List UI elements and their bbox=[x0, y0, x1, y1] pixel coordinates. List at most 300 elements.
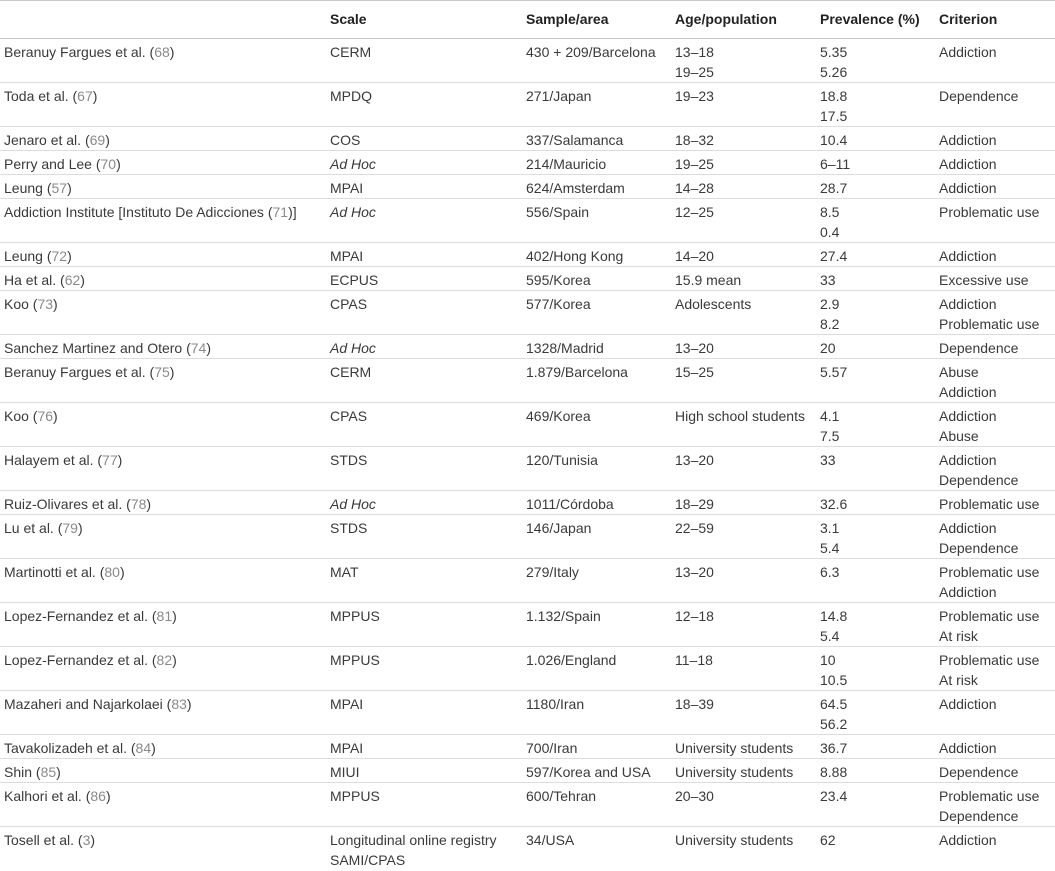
study-name: Toda et al. ( bbox=[4, 88, 78, 104]
prevalence-cell bbox=[816, 267, 935, 291]
criterion-value: Dependence bbox=[939, 88, 1019, 104]
criterion-cell bbox=[935, 447, 1055, 491]
age-value: University students bbox=[675, 832, 794, 848]
scale-value: MIUI bbox=[330, 764, 360, 780]
study-close: ) bbox=[105, 132, 110, 148]
study-close: )] bbox=[288, 204, 297, 220]
criterion-cell bbox=[935, 359, 1055, 403]
scale-value: MPAI bbox=[330, 180, 364, 196]
scale-value: MPAI bbox=[330, 740, 364, 756]
table-row bbox=[0, 151, 1055, 175]
criterion-cell bbox=[935, 39, 1055, 83]
criterion-cell bbox=[935, 647, 1055, 691]
criterion-cell bbox=[935, 759, 1055, 783]
scale-cell bbox=[326, 127, 522, 151]
criterion-value: Addiction bbox=[939, 44, 997, 60]
table-row bbox=[0, 783, 1055, 827]
age-cell bbox=[671, 783, 816, 827]
reference-link[interactable]: 79 bbox=[62, 520, 78, 536]
study-close: ) bbox=[116, 156, 121, 172]
prevalence-cell bbox=[816, 827, 935, 871]
study-name: Perry and Lee ( bbox=[4, 156, 101, 172]
scale-cell bbox=[326, 403, 522, 447]
header-study bbox=[0, 1, 326, 39]
prevalence-value: 64.5 bbox=[820, 696, 848, 712]
study-cell bbox=[0, 603, 326, 647]
scale-value-2: SAMI/CPAS bbox=[330, 852, 406, 868]
prevalence-cell bbox=[816, 243, 935, 267]
prevalence-value: 2.9 bbox=[820, 296, 840, 312]
prevalence-value: 7.5 bbox=[820, 428, 840, 444]
study-close: ) bbox=[169, 44, 175, 60]
prevalence-value: 14.8 bbox=[820, 608, 848, 624]
table-row bbox=[0, 267, 1055, 291]
sample-cell: 1.132/Spain bbox=[526, 608, 601, 624]
study-close: ) bbox=[90, 832, 96, 848]
scale-cell bbox=[326, 827, 522, 871]
reference-link[interactable]: 57 bbox=[51, 180, 68, 196]
criterion-cell bbox=[935, 199, 1055, 243]
study-close: ) bbox=[80, 272, 85, 288]
age-value: 12–25 bbox=[675, 204, 714, 220]
criterion-value: Dependence bbox=[939, 340, 1019, 356]
study-cell bbox=[0, 291, 326, 335]
scale-value: CERM bbox=[330, 364, 372, 380]
reference-link[interactable]: 76 bbox=[37, 408, 54, 424]
reference-link[interactable]: 72 bbox=[51, 248, 68, 264]
scale-value: STDS bbox=[330, 520, 368, 536]
study-cell bbox=[0, 335, 326, 359]
study-cell bbox=[0, 559, 326, 603]
prevalence-value: 10.4 bbox=[820, 132, 848, 148]
age-value: 18–29 bbox=[675, 496, 714, 512]
prevalence-value: 6.3 bbox=[820, 564, 840, 580]
sample-cell: 120/Tunisia bbox=[526, 452, 598, 468]
table-row bbox=[0, 175, 1055, 199]
age-value: 18–39 bbox=[675, 696, 714, 712]
sample-cell: 430 + 209/Barcelona bbox=[526, 44, 656, 60]
age-value: 15.9 mean bbox=[675, 272, 742, 288]
criterion-value: Addiction bbox=[939, 740, 997, 756]
prevalence-value: 20 bbox=[820, 340, 836, 356]
scale-value: MPAI bbox=[330, 248, 364, 264]
reference-link[interactable]: 86 bbox=[90, 788, 106, 804]
header-age: Age/population bbox=[671, 1, 816, 39]
age-cell bbox=[671, 735, 816, 759]
scale-value: Ad Hoc bbox=[330, 204, 376, 220]
criterion-value: Dependence bbox=[939, 808, 1019, 824]
scale-cell bbox=[326, 267, 522, 291]
age-value: 13–20 bbox=[675, 452, 714, 468]
prevalence-value: 5.4 bbox=[820, 628, 840, 644]
table-row bbox=[0, 335, 1055, 359]
prevalence-value: 0.4 bbox=[820, 224, 840, 240]
sample-cell: 146/Japan bbox=[526, 520, 592, 536]
study-name: Martinotti et al. ( bbox=[4, 564, 105, 580]
study-close: ) bbox=[77, 520, 83, 536]
criterion-value: Addiction bbox=[939, 696, 997, 712]
study-name: Leung ( bbox=[4, 180, 52, 196]
age-cell bbox=[671, 827, 816, 871]
study-name: Koo ( bbox=[4, 296, 38, 312]
prevalence-value: 5.57 bbox=[820, 364, 848, 380]
reference-link[interactable]: 82 bbox=[156, 652, 173, 668]
criterion-value: At risk bbox=[939, 672, 978, 688]
age-cell bbox=[671, 151, 816, 175]
sample-cell: 556/Spain bbox=[526, 204, 590, 220]
age-value: 19–23 bbox=[675, 88, 714, 104]
criterion-cell bbox=[935, 151, 1055, 175]
study-cell bbox=[0, 359, 326, 403]
age-cell bbox=[671, 559, 816, 603]
criterion-cell bbox=[935, 175, 1055, 199]
sample-cell: 597/Korea and USA bbox=[526, 764, 651, 780]
prevalence-value: 28.7 bbox=[820, 180, 848, 196]
scale-cell bbox=[326, 335, 522, 359]
age-value: 22–59 bbox=[675, 520, 714, 536]
study-cell bbox=[0, 243, 326, 267]
scale-cell bbox=[326, 39, 522, 83]
scale-cell bbox=[326, 559, 522, 603]
study-name: Koo ( bbox=[4, 408, 38, 424]
reference-link[interactable]: 3 bbox=[82, 832, 91, 848]
scale-cell bbox=[326, 359, 522, 403]
table-row bbox=[0, 83, 1055, 127]
table-row bbox=[0, 39, 1055, 83]
criterion-value: Problematic use bbox=[939, 564, 1040, 580]
prevalence-cell bbox=[816, 151, 935, 175]
scale-cell bbox=[326, 151, 522, 175]
scale-cell bbox=[326, 783, 522, 827]
criterion-cell bbox=[935, 559, 1055, 603]
age-value: 12–18 bbox=[675, 608, 714, 624]
study-cell bbox=[0, 151, 326, 175]
criterion-value: Addiction bbox=[939, 132, 997, 148]
study-cell bbox=[0, 199, 326, 243]
scale-value: STDS bbox=[330, 452, 368, 468]
reference-link[interactable]: 62 bbox=[64, 272, 81, 288]
age-value: 11–18 bbox=[675, 652, 713, 668]
criterion-cell bbox=[935, 291, 1055, 335]
table-row bbox=[0, 359, 1055, 403]
study-close: ) bbox=[206, 340, 212, 356]
prevalence-value: 33 bbox=[820, 272, 836, 288]
header-sample: Sample/area bbox=[522, 1, 671, 39]
criterion-cell bbox=[935, 267, 1055, 291]
scale-cell bbox=[326, 175, 522, 199]
criterion-value: Addiction bbox=[939, 584, 997, 600]
table-row bbox=[0, 759, 1055, 783]
reference-link[interactable]: 73 bbox=[37, 296, 54, 312]
study-close: ) bbox=[56, 764, 61, 780]
criterion-cell bbox=[935, 735, 1055, 759]
prevalence-value: 17.5 bbox=[820, 108, 848, 124]
study-name: Mazaheri and Najarkolaei ( bbox=[4, 696, 172, 712]
age-cell bbox=[671, 199, 816, 243]
reference-link[interactable]: 84 bbox=[135, 740, 152, 756]
age-value: Adolescents bbox=[675, 296, 752, 312]
scale-value: MPDQ bbox=[330, 88, 372, 104]
criterion-value: Problematic use bbox=[939, 608, 1040, 624]
criterion-cell bbox=[935, 403, 1055, 447]
study-cell bbox=[0, 83, 326, 127]
prevalence-value: 5.35 bbox=[820, 44, 848, 60]
criterion-cell bbox=[935, 491, 1055, 515]
table-row bbox=[0, 199, 1055, 243]
scale-cell bbox=[326, 447, 522, 491]
reference-link[interactable]: 78 bbox=[130, 496, 147, 512]
prevalence-value: 6–11 bbox=[820, 156, 851, 172]
prevalence-value: 32.6 bbox=[820, 496, 848, 512]
reference-link[interactable]: 75 bbox=[154, 364, 170, 380]
study-close: ) bbox=[172, 608, 177, 624]
study-cell bbox=[0, 691, 326, 735]
study-cell bbox=[0, 783, 326, 827]
table-row bbox=[0, 491, 1055, 515]
study-cell bbox=[0, 515, 326, 559]
prevalence-cell bbox=[816, 291, 935, 335]
criterion-value: Problematic use bbox=[939, 496, 1040, 512]
age-cell bbox=[671, 647, 816, 691]
prevalence-cell bbox=[816, 39, 935, 83]
prevalence-cell bbox=[816, 691, 935, 735]
sample-cell: 1011/Córdoba bbox=[526, 496, 614, 512]
study-cell bbox=[0, 267, 326, 291]
study-close: ) bbox=[53, 408, 58, 424]
scale-cell bbox=[326, 691, 522, 735]
criterion-value: Addiction bbox=[939, 520, 997, 536]
study-name: Tosell et al. ( bbox=[4, 832, 83, 848]
prevalence-cell bbox=[816, 83, 935, 127]
criterion-cell bbox=[935, 783, 1055, 827]
study-name: Halayem et al. ( bbox=[4, 452, 103, 468]
study-name: Addiction Institute [Instituto De Adicciones ( bbox=[4, 204, 273, 220]
criterion-value: Abuse bbox=[939, 364, 979, 380]
reference-link[interactable]: 74 bbox=[190, 340, 207, 356]
scale-value: Ad Hoc bbox=[330, 156, 376, 172]
scale-cell bbox=[326, 291, 522, 335]
study-name: Jenaro et al. ( bbox=[4, 132, 90, 148]
reference-link[interactable]: 77 bbox=[102, 452, 118, 468]
scale-cell bbox=[326, 491, 522, 515]
criterion-value: Abuse bbox=[939, 428, 979, 444]
table-row bbox=[0, 447, 1055, 491]
prevalence-value: 18.8 bbox=[820, 88, 848, 104]
reference-link[interactable]: 80 bbox=[104, 564, 120, 580]
table-row bbox=[0, 603, 1055, 647]
prevalence-value: 27.4 bbox=[820, 248, 848, 264]
prevalence-value: 8.2 bbox=[820, 316, 840, 332]
prevalence-cell bbox=[816, 647, 935, 691]
sample-cell: 469/Korea bbox=[526, 408, 591, 424]
table-row bbox=[0, 243, 1055, 267]
study-cell bbox=[0, 403, 326, 447]
study-cell bbox=[0, 827, 326, 871]
age-cell bbox=[671, 127, 816, 151]
criterion-cell bbox=[935, 243, 1055, 267]
reference-link[interactable]: 67 bbox=[77, 88, 93, 104]
study-close: ) bbox=[146, 496, 152, 512]
scale-value: MPPUS bbox=[330, 652, 380, 668]
prevalence-value: 10 bbox=[820, 652, 836, 668]
criterion-cell bbox=[935, 603, 1055, 647]
criterion-value: Excessive use bbox=[939, 272, 1029, 288]
criterion-cell bbox=[935, 335, 1055, 359]
prevalence-cell bbox=[816, 447, 935, 491]
scale-value: ECPUS bbox=[330, 272, 379, 288]
study-name: Lopez-Fernandez et al. ( bbox=[4, 608, 157, 624]
sample-cell: 595/Korea bbox=[526, 272, 591, 288]
study-close: ) bbox=[119, 564, 125, 580]
criterion-cell bbox=[935, 691, 1055, 735]
study-close: ) bbox=[92, 88, 98, 104]
prevalence-value: 5.4 bbox=[820, 540, 840, 556]
scale-value: MPPUS bbox=[330, 608, 380, 624]
criterion-cell bbox=[935, 83, 1055, 127]
scale-cell bbox=[326, 603, 522, 647]
age-value: University students bbox=[675, 740, 794, 756]
scale-cell bbox=[326, 515, 522, 559]
prevalence-value: 10.5 bbox=[820, 672, 848, 688]
criterion-value: Dependence bbox=[939, 540, 1019, 556]
study-name: Shin ( bbox=[4, 764, 41, 780]
prevalence-value: 36.7 bbox=[820, 740, 848, 756]
age-cell bbox=[671, 175, 816, 199]
header-prevalence: Prevalence (%) bbox=[816, 1, 935, 39]
prevalence-value: 62 bbox=[820, 832, 836, 848]
prevalence-cell bbox=[816, 403, 935, 447]
header-scale: Scale bbox=[326, 1, 522, 39]
reference-link[interactable]: 81 bbox=[156, 608, 173, 624]
prevalence-cell bbox=[816, 759, 935, 783]
criterion-value: Addiction bbox=[939, 156, 997, 172]
age-cell bbox=[671, 335, 816, 359]
sample-cell: 402/Hong Kong bbox=[526, 248, 624, 264]
reference-link[interactable]: 68 bbox=[154, 44, 170, 60]
prevalence-cell bbox=[816, 127, 935, 151]
study-name: Ruiz-Olivares et al. ( bbox=[4, 496, 131, 512]
prevalence-cell bbox=[816, 335, 935, 359]
scale-value: MPPUS bbox=[330, 788, 380, 804]
scale-cell bbox=[326, 199, 522, 243]
study-name: Lopez-Fernandez et al. ( bbox=[4, 652, 157, 668]
criterion-value: Addiction bbox=[939, 384, 997, 400]
age-value: 19–25 bbox=[675, 64, 714, 80]
study-close: ) bbox=[105, 788, 111, 804]
study-cell bbox=[0, 759, 326, 783]
reference-link[interactable]: 71 bbox=[272, 204, 289, 220]
age-cell bbox=[671, 759, 816, 783]
criterion-value: Addiction bbox=[939, 452, 997, 468]
reference-link[interactable]: 85 bbox=[40, 764, 57, 780]
age-value: High school students bbox=[675, 408, 805, 424]
age-cell bbox=[671, 515, 816, 559]
header-row bbox=[0, 1, 1055, 39]
age-value: University students bbox=[675, 764, 794, 780]
scale-cell bbox=[326, 647, 522, 691]
study-close: ) bbox=[172, 652, 177, 668]
age-value: 18–32 bbox=[675, 132, 714, 148]
age-cell bbox=[671, 447, 816, 491]
prevalence-value: 23.4 bbox=[820, 788, 848, 804]
criterion-value: Dependence bbox=[939, 764, 1019, 780]
study-close: ) bbox=[117, 452, 123, 468]
study-close: ) bbox=[169, 364, 175, 380]
sample-cell: 624/Amsterdam bbox=[526, 180, 625, 196]
sample-cell: 1.026/England bbox=[526, 652, 617, 668]
scale-cell bbox=[326, 243, 522, 267]
prevalence-cell bbox=[816, 735, 935, 759]
study-name: Leung ( bbox=[4, 248, 52, 264]
criterion-value: At risk bbox=[939, 628, 978, 644]
table-row bbox=[0, 403, 1055, 447]
study-name: Kalhori et al. ( bbox=[4, 788, 91, 804]
study-close: ) bbox=[67, 180, 72, 196]
prevalence-value: 8.88 bbox=[820, 764, 848, 780]
reference-link[interactable]: 83 bbox=[171, 696, 187, 712]
prevalence-value: 4.1 bbox=[820, 408, 840, 424]
prevalence-cell bbox=[816, 491, 935, 515]
scale-cell bbox=[326, 83, 522, 127]
age-cell bbox=[671, 359, 816, 403]
study-name: Tavakolizadeh et al. ( bbox=[4, 740, 136, 756]
prevalence-value: 33 bbox=[820, 452, 836, 468]
scale-value: Longitudinal online registry bbox=[330, 832, 497, 848]
age-value: 19–25 bbox=[675, 156, 714, 172]
age-value: 13–20 bbox=[675, 340, 714, 356]
scale-value: CPAS bbox=[330, 408, 368, 424]
prevalence-cell bbox=[816, 359, 935, 403]
table-row bbox=[0, 691, 1055, 735]
reference-link[interactable]: 69 bbox=[89, 132, 106, 148]
study-cell bbox=[0, 491, 326, 515]
study-cell bbox=[0, 175, 326, 199]
header-criterion: Criterion bbox=[935, 1, 1055, 39]
study-close: ) bbox=[67, 248, 72, 264]
age-cell bbox=[671, 403, 816, 447]
table-row bbox=[0, 291, 1055, 335]
study-name: Ha et al. ( bbox=[4, 272, 65, 288]
reference-link[interactable]: 70 bbox=[100, 156, 117, 172]
criterion-value: Addiction bbox=[939, 408, 997, 424]
study-name: Sanchez Martinez and Otero ( bbox=[4, 340, 191, 356]
table-row bbox=[0, 735, 1055, 759]
study-name: Beranuy Fargues et al. ( bbox=[4, 44, 155, 60]
scale-value: COS bbox=[330, 132, 361, 148]
age-cell bbox=[671, 491, 816, 515]
scale-value: MPAI bbox=[330, 696, 364, 712]
sample-cell: 271/Japan bbox=[526, 88, 592, 104]
study-name: Lu et al. ( bbox=[4, 520, 63, 536]
study-name: Beranuy Fargues et al. ( bbox=[4, 364, 155, 380]
criterion-value: Addiction bbox=[939, 296, 997, 312]
age-value: 13–20 bbox=[675, 564, 714, 580]
prevalence-value: 3.1 bbox=[820, 520, 840, 536]
scale-value: Ad Hoc bbox=[330, 340, 376, 356]
age-cell bbox=[671, 83, 816, 127]
prevalence-value: 5.26 bbox=[820, 64, 848, 80]
criterion-value: Problematic use bbox=[939, 204, 1040, 220]
criterion-value: Dependence bbox=[939, 472, 1019, 488]
age-cell bbox=[671, 243, 816, 267]
study-close: ) bbox=[151, 740, 156, 756]
criterion-value: Addiction bbox=[939, 180, 997, 196]
study-cell bbox=[0, 447, 326, 491]
criterion-cell bbox=[935, 827, 1055, 871]
sample-cell: 1180/Iran bbox=[526, 696, 585, 712]
prevalence-cell bbox=[816, 199, 935, 243]
criterion-value: Addiction bbox=[939, 248, 997, 264]
